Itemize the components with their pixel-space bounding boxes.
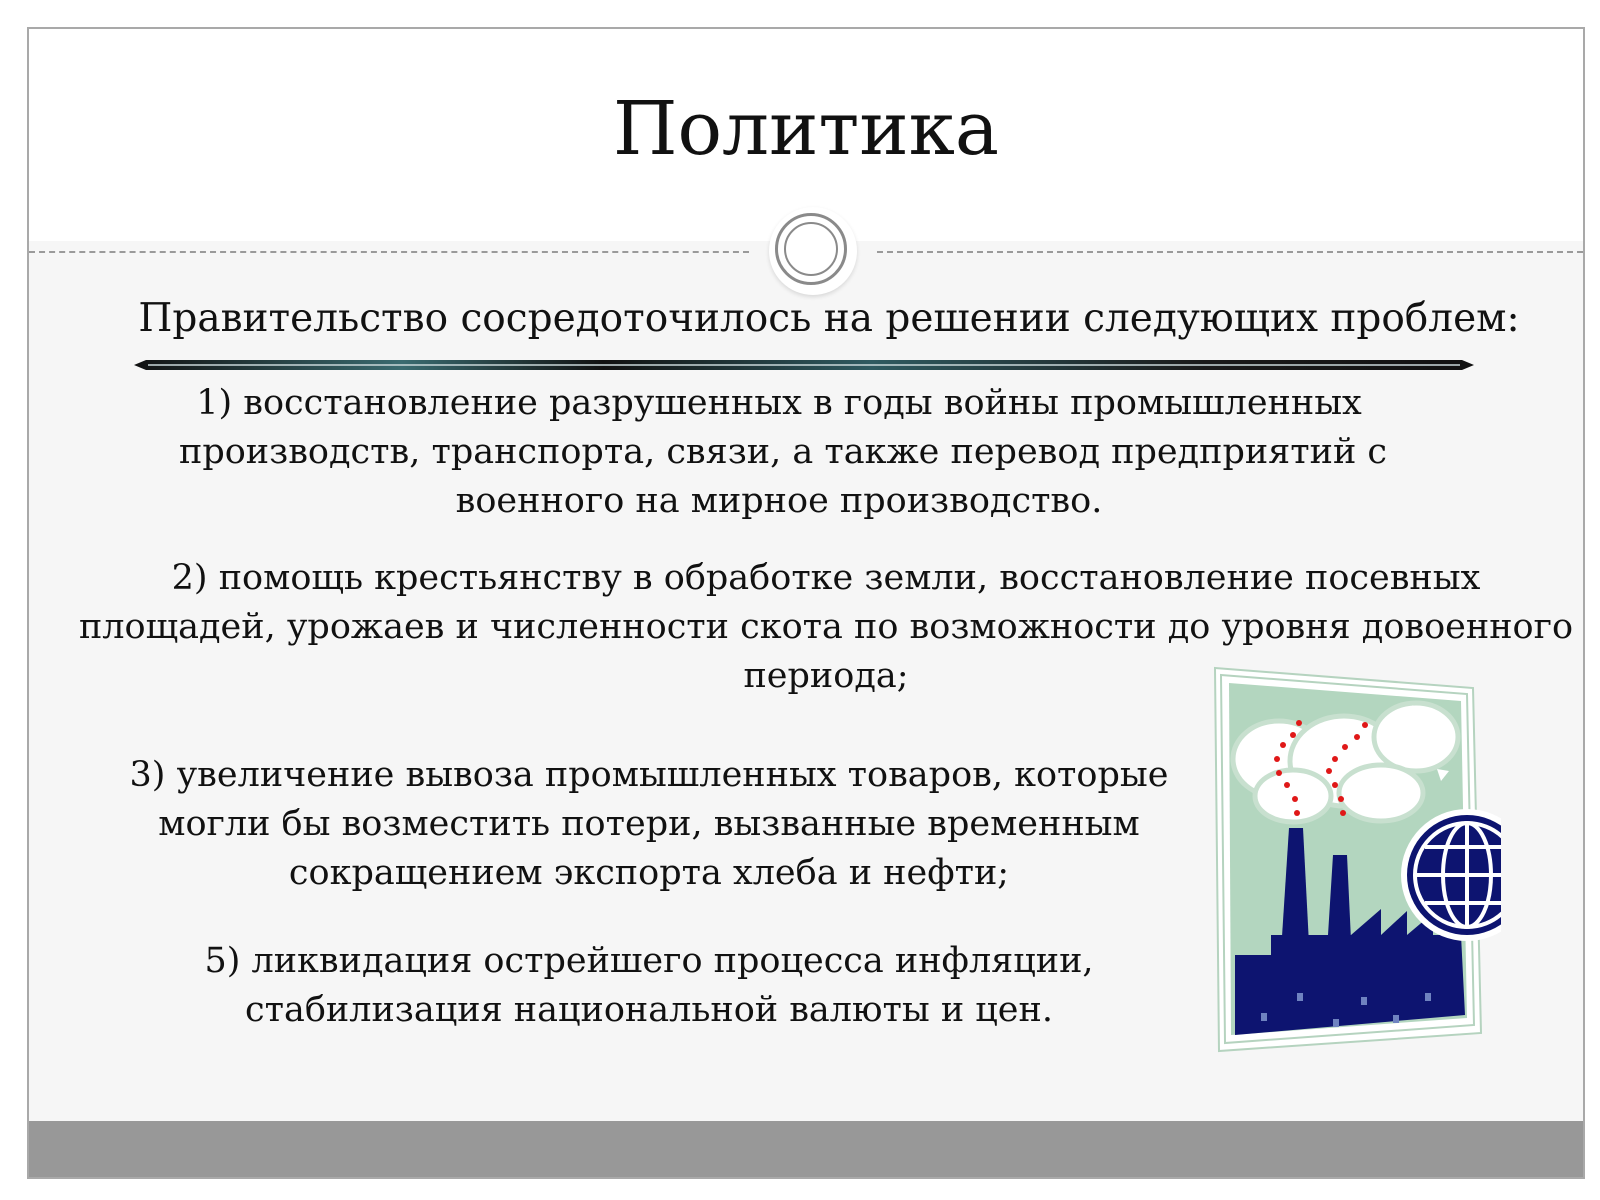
problem-item-1: [179, 379, 1387, 526]
item-3-line-1: 3) увеличение вывоза промышленных товаров, которые: [129, 755, 1169, 795]
item-1-line-3: военного на мирное производство.: [455, 481, 1103, 521]
item-1-line-2: производств, транспорта, связи, а также перевод предприятий с: [179, 432, 1387, 472]
item-3-line-3: сокращением экспорта хлеба и нефти;: [288, 853, 1010, 893]
problem-item-5: [69, 937, 1229, 1035]
decorative-circle-inner: [784, 222, 838, 276]
decorative-circle-icon: [769, 207, 857, 295]
item-5-line-1: 5) ликвидация острейшего процесса инфляции,: [204, 941, 1094, 981]
item-2-line-3: периода;: [743, 656, 909, 696]
item-2-line-2: площадей, урожаев и численности скота по возможности до уровня довоенного: [78, 607, 1574, 647]
decorative-rule: [134, 359, 1474, 371]
slide: [27, 27, 1585, 1179]
footer-bar: [29, 1121, 1583, 1177]
decorative-circle-ring: [775, 213, 847, 285]
problem-item-3: [69, 751, 1229, 898]
subtitle: Правительство сосредоточилось на решении следующих проблем:: [138, 296, 1520, 341]
item-2-line-1: 2) помощь крестьянству в обработке земли, восстановление посевных: [171, 558, 1481, 598]
slide-title: Политика: [612, 86, 1000, 172]
item-1-line-1: 1) восстановление разрушенных в годы войны промышленных: [196, 383, 1362, 423]
item-3-line-2: могли бы возместить потери, вызванные временным: [158, 804, 1140, 844]
title-divider-left: [29, 251, 749, 253]
item-5-line-2: стабилизация национальной валюты и цен.: [245, 990, 1053, 1030]
factory-globe-clipart-icon: [1211, 663, 1501, 1053]
title-divider-right: [877, 251, 1583, 253]
